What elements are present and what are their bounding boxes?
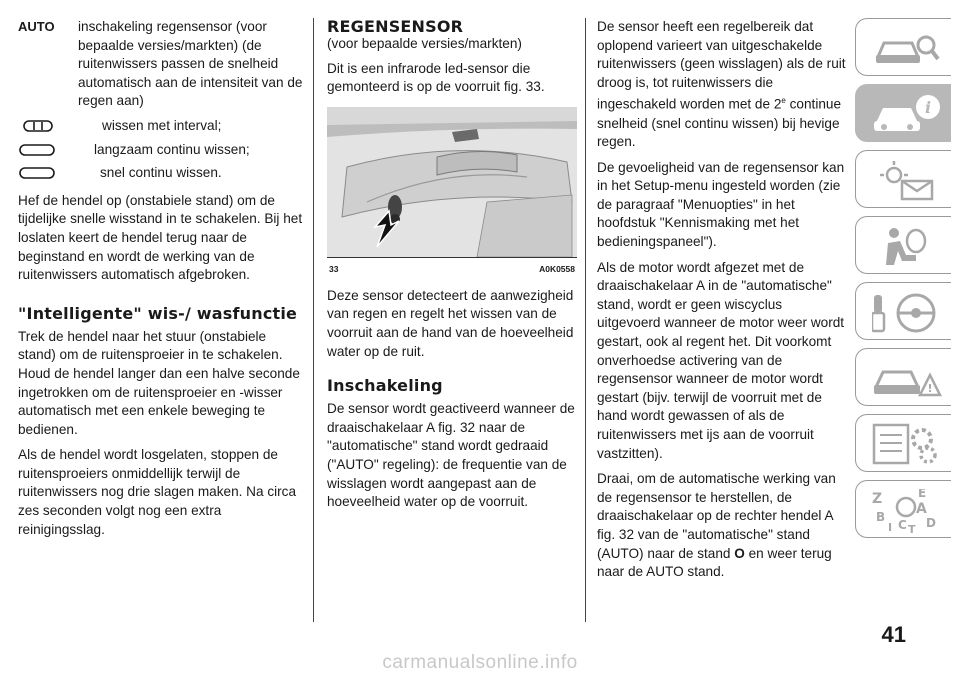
index-letter: B <box>876 510 886 524</box>
index-letter: D <box>926 516 936 530</box>
wiper-mode-label: wissen met interval; <box>102 117 222 133</box>
index-alphabet-icon <box>872 489 942 533</box>
car-info-icon <box>872 93 942 137</box>
paragraph: Deze sensor detecteert de aanwezigheid van regen en regelt het wissen van de voorruit aan de hand van de hoeveelheid water op de ruit. <box>327 287 574 359</box>
superscript: e <box>781 96 786 106</box>
page-number: 41 <box>881 622 906 647</box>
index-letter: I <box>888 521 893 533</box>
auto-setting <box>18 18 304 111</box>
tab-car-breakdown[interactable] <box>855 348 951 406</box>
index-letter: E <box>918 489 927 500</box>
airbag-seat-icon <box>872 225 942 269</box>
paragraph <box>597 470 847 582</box>
warning-lights-icon <box>872 159 942 203</box>
column-divider-2 <box>585 18 586 622</box>
wiper-mode-label: snel continu wissen. <box>100 165 222 181</box>
index-letter: A <box>916 501 927 517</box>
section-heading: Inschakeling <box>327 376 443 396</box>
tab-maintenance[interactable] <box>855 414 951 472</box>
auto-description: inschakeling regensensor (voor bepaalde versies/markten) (de ruitenwissers passen de snelheid automatisch aan de intensiteit van de regen aan) <box>78 19 303 109</box>
figure-code: A0K0558 <box>539 263 575 274</box>
paragraph: Hef de hendel op (onstabiele stand) om de tijdelijke snelle wisstand in te schakelen. Bij het loslaten keert de hendel terug naar de beginstand en wordt de werking van de ruitenwissers automatisch afgebroken. <box>18 192 303 283</box>
auto-label: AUTO <box>18 19 55 34</box>
tab-key-steering-wheel[interactable] <box>855 282 951 340</box>
off-position-label: O <box>734 545 745 561</box>
column-divider-1 <box>313 18 314 622</box>
wiper-mode-interval <box>18 117 304 136</box>
watermark: carmanualsonline.info <box>382 652 578 673</box>
tab-warning-lights[interactable] <box>855 150 951 208</box>
paragraph: Als de hendel wordt losgelaten, stoppen de ruitensproeiers onmiddellijk terwijl de ruitenwissers nog drie slagen maken. Na circa zes seconden volgt nog een extra reinigingsslag. <box>18 447 297 537</box>
index-letter: T <box>908 523 916 533</box>
column-left <box>18 18 304 546</box>
figure-33 <box>327 107 577 275</box>
paragraph-text: en weer terug naar de AUTO stand. <box>597 545 832 580</box>
car-search-icon <box>872 27 942 71</box>
subheading: (voor bepaalde versies/markten) <box>327 36 522 51</box>
wiper-mode-slow <box>18 141 304 160</box>
svg-text:!: ! <box>927 382 933 395</box>
car-breakdown-icon <box>872 357 942 401</box>
wiper-mode-fast <box>18 164 304 183</box>
figure-number: 33 <box>329 263 339 274</box>
maintenance-list-icon <box>872 423 942 467</box>
column-middle <box>327 18 577 519</box>
paragraph <box>597 18 847 152</box>
tab-index[interactable] <box>855 480 951 538</box>
figure-caption <box>327 257 577 279</box>
paragraph-text: De sensor heeft een regelbereik dat oplopend varieert van uitgeschakelde ruitenwissers (geen wisslagen) als de ruit droog is, tot ruitenwissers die ingeschakeld worden met de 2 <box>597 19 846 112</box>
index-letter: C <box>898 518 907 532</box>
tab-car-info[interactable] <box>855 84 951 142</box>
paragraph-text: Draai, om de automatische werking van de regensensor te herstellen, de draaischakelaar op de rechter hendel A fig. 32 van de "automatische" stand (AUTO) naar de stand <box>597 471 836 561</box>
rain-sensor-illustration <box>327 107 577 257</box>
column-right <box>597 18 847 589</box>
key-steering-wheel-icon <box>872 291 942 335</box>
svg-text:i: i <box>924 98 932 117</box>
tab-airbag-seat[interactable] <box>855 216 951 274</box>
paragraph: Dit is een infrarode led-sensor die gemonteerd is op de voorruit fig. 33. <box>327 60 545 95</box>
section-heading: "Intelligente" wis-/ wasfunctie <box>18 303 298 323</box>
wiper-interval-icon <box>18 120 72 132</box>
paragraph: Als de motor wordt afgezet met de draaischakelaar A in de "automatische" stand, wordt er geen wiscyclus uitgevoerd wanneer de motor weer wordt gestart, ook al regent het. Dit voorkomt onverhoedse activering van de regensensor wanneer de motor wordt gestart (bijv. terwijl de voorruit met de hand wordt gewassen of als de ruitenwissers met ijs aan de voorruit vastzitten). <box>597 259 845 461</box>
wiper-slow-icon <box>18 144 72 156</box>
wiper-fast-icon <box>18 167 72 179</box>
section-heading: REGENSENSOR <box>327 17 464 36</box>
wiper-mode-label: langzaam continu wissen; <box>94 141 250 157</box>
paragraph: Trek de hendel naar het stuur (onstabiele stand) om de ruitensproeier in te schakelen. Houd de hendel langer dan een halve seconde ingetrokken om de ruitensproeier en -wisser automatisch met een enkele beweging te bedienen. <box>18 328 300 437</box>
tab-car-search[interactable] <box>855 18 951 76</box>
index-letter: Z <box>872 491 883 507</box>
paragraph: De gevoeligheid van de regensensor kan in het Setup-menu ingesteld worden (zie de paragraaf "Menuopties" in het hoofdstuk "Kennismaking met het bedieningspaneel"). <box>597 159 845 250</box>
paragraph-text: continue snelheid (snel continu wissen) bij hevige regen. <box>597 96 842 150</box>
paragraph: De sensor wordt geactiveerd wanneer de draaischakelaar A fig. 32 naar de "automatische" stand wordt gedraaid ("AUTO" regeling): de frequentie van de wisslagen wordt aangepast aan de hoeveelheid water op de voorruit. <box>327 401 575 510</box>
